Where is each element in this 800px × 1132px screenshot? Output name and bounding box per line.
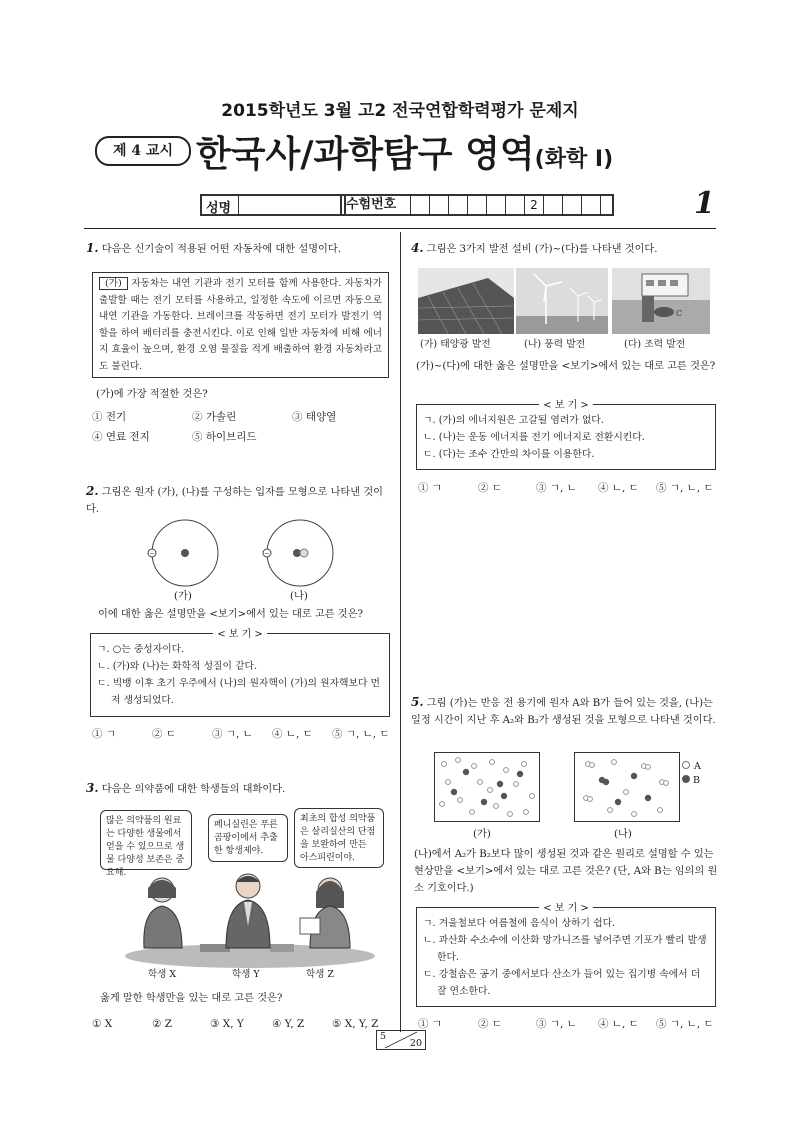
q4-caption-b: (나) 풍력 발전: [524, 339, 586, 350]
name-label: 성명: [206, 201, 232, 216]
page-total: 20: [409, 1038, 422, 1049]
q4-caption-c: (다) 조력 발전: [624, 339, 686, 350]
q2-bogi-2: ㄴ. (가)와 (나)는 화학적 성질이 같다.: [97, 661, 258, 672]
q4-bogi-3: ㄷ. (다)는 조수 간만의 차이를 이용한다.: [423, 449, 595, 460]
q2-bogi-box: [90, 629, 390, 717]
q3-option-3[interactable]: ③ X, Y: [210, 1018, 244, 1030]
q4-stem: [411, 240, 716, 258]
q1-option-5[interactable]: ⑤ 하이브리드: [192, 431, 257, 443]
q4-caption-a: (가) 태양광 발전: [420, 339, 491, 350]
q5-bogi-title: < 보 기 >: [539, 903, 593, 914]
q3-option-4[interactable]: ④ Y, Z: [272, 1018, 305, 1030]
q3-stem-text: 다음은 의약품에 대한 학생들의 대화이다.: [101, 784, 286, 795]
q3-student-x: 학생 X: [148, 969, 177, 980]
q1-option-4[interactable]: ④ 연료 전지: [92, 431, 150, 443]
q4-bogi-2: ㄴ. (나)는 운동 에너지를 전기 에너지로 전환시킨다.: [423, 432, 645, 443]
header-rule: [84, 228, 716, 229]
q5-stem: [411, 694, 717, 729]
q1-options: [92, 406, 392, 446]
q4-solar-image: [418, 268, 514, 334]
q5-container-a: [434, 752, 540, 822]
column-divider: [400, 232, 401, 1032]
atom-a-model: [148, 520, 218, 586]
q4-option-1[interactable]: ① ㄱ: [418, 482, 442, 494]
page-counter: [376, 1030, 426, 1050]
q1-option-1[interactable]: ① 전기: [92, 411, 127, 423]
q4-bogi-box: [416, 400, 716, 470]
q4-question: (가)~(다)에 대한 옳은 설명만을 <보기>에서 있는 대로 고른 것은?: [416, 361, 716, 372]
q1-option-3[interactable]: ③ 태양열: [292, 411, 337, 423]
page-current: 5: [380, 1031, 387, 1042]
q1-stem: [86, 240, 391, 258]
svg-text:C: C: [676, 309, 683, 318]
q2-option-5[interactable]: ⑤ ㄱ, ㄴ, ㄷ: [332, 728, 390, 740]
q3-bubble-y: 페니실린은 푸른 곰팡이에서 추출한 항생제야.: [208, 814, 288, 862]
q2-option-4[interactable]: ④ ㄴ, ㄷ: [272, 728, 313, 740]
subject-sub: (화학 Ⅰ): [534, 147, 614, 172]
q4-bogi-title: < 보 기 >: [539, 400, 593, 411]
q2-option-2[interactable]: ② ㄷ: [152, 728, 176, 740]
q5-option-4[interactable]: ④ ㄴ, ㄷ: [598, 1018, 639, 1030]
svg-text:−: −: [264, 550, 270, 558]
q3-question: 옳게 말한 학생만을 있는 대로 고른 것은?: [100, 993, 283, 1004]
legend-a-icon: [682, 761, 690, 769]
q4-bogi-1: ㄱ. (가)의 에너지원은 고갈될 염려가 없다.: [423, 415, 604, 426]
q2-options: [92, 722, 397, 741]
q3-stem: [86, 780, 391, 798]
q4-option-3[interactable]: ③ ㄱ, ㄴ: [536, 482, 577, 494]
q2-bogi-3: ㄷ. 빅뱅 이후 초기 우주에서 (나)의 원자핵이 (가)의 원자핵보다 먼저 생성되었다.: [97, 678, 381, 706]
q1-option-2[interactable]: ② 가솔린: [192, 411, 237, 423]
q5-option-1[interactable]: ① ㄱ: [418, 1018, 442, 1030]
q1-tag: (가): [99, 277, 128, 290]
q4-number: 4.: [411, 241, 424, 255]
q2-option-3[interactable]: ③ ㄱ, ㄴ: [212, 728, 253, 740]
q3-option-5[interactable]: ⑤ X, Y, Z: [332, 1018, 379, 1030]
q3-number: 3.: [86, 781, 99, 795]
q4-stem-text: 그림은 3가지 발전 설비 (가)~(다)를 나타낸 것이다.: [426, 244, 658, 255]
q2-stem: [86, 483, 391, 518]
q2-number: 2.: [86, 484, 99, 498]
q2-question: 이에 대한 옳은 설명만을 <보기>에서 있는 대로 고른 것은?: [98, 609, 363, 620]
q5-label-a: (가): [473, 829, 491, 840]
q5-legend-a-text: A: [694, 761, 701, 772]
q1-passage: 자동차는 내연 기관과 전기 모터를 함께 사용한다. 자동차가 출발할 때는 전기 모터를 사용하고, 일정한 속도에 이르면 자동으로 내연 기관을 가동한다. 브레이크를 작동하면 전기 모터가 발전기 역할을 하여 배터리를 충전시킨다. 이로 인해 일반 자동차에 비해 에너지 효율이 높으며, 환경 오염 물질을 적게 배출하여 환경 자동차라고도 불린다.: [99, 278, 382, 372]
q3-options: [92, 1012, 397, 1031]
q4-option-4[interactable]: ④ ㄴ, ㄷ: [598, 482, 639, 494]
subject-title: [196, 126, 613, 177]
q5-bogi-3: ㄷ. 강철솜은 공기 중에서보다 산소가 들어 있는 집기병 속에서 더 잘 연소한다.: [423, 969, 701, 997]
q1-passage-box: [92, 272, 389, 378]
legend-b-icon: [682, 775, 690, 783]
q3-bubble-x: 많은 의약품의 원료는 다양한 생물에서 얻을 수 있으므로 생물 다양성 보존은 중요해.: [100, 810, 192, 870]
q4-options: [418, 476, 718, 495]
q5-option-5[interactable]: ⑤ ㄱ, ㄴ, ㄷ: [656, 1018, 714, 1030]
svg-text:−: −: [149, 550, 155, 558]
q2-bogi-1: ㄱ. ○는 중성자이다.: [97, 644, 185, 655]
q1-stem-text: 다음은 신기술이 적용된 어떤 자동차에 대한 설명이다.: [101, 244, 341, 255]
q4-tidal-image: [612, 268, 710, 334]
q5-options: [418, 1012, 718, 1031]
q5-bogi-2: ㄴ. 과산화 수소수에 이산화 망가니즈를 넣어주면 기포가 빨리 발생한다.: [423, 935, 707, 963]
subject-main: 한국사/과학탐구 영역: [196, 134, 535, 175]
q5-number: 5.: [411, 695, 424, 709]
q1-number: 1.: [86, 241, 99, 255]
q3-option-2[interactable]: ② Z: [152, 1018, 173, 1030]
q5-bogi-box: [416, 903, 716, 1007]
q4-option-2[interactable]: ② ㄷ: [478, 482, 502, 494]
q2-bogi-title: < 보 기 >: [213, 629, 267, 640]
name-box: [200, 194, 346, 216]
exam-title: 2015학년도 3월 고2 전국연합학력평가 문제지: [221, 101, 579, 121]
page-number: 1: [694, 186, 715, 221]
q3-bubble-z: 최초의 합성 의약품은 살리실산의 단점을 보완하여 만든 아스피린이야.: [294, 808, 384, 868]
q4-captions: [420, 336, 720, 353]
q2-atom-models: [140, 518, 360, 598]
atom-b-model: [263, 520, 333, 586]
q1-question: (가)에 가장 적절한 것은?: [96, 389, 208, 400]
q5-legend: [682, 760, 701, 788]
q2-option-1[interactable]: ① ㄱ: [92, 728, 116, 740]
q1: [86, 240, 391, 258]
q5-container-b: [574, 752, 680, 822]
q2-stem-text: 그림은 원자 (가), (나)를 구성하는 입자를 모형으로 나타낸 것이다.: [86, 487, 384, 515]
q3-student-y: 학생 Y: [232, 969, 260, 980]
q3-students-illustration: [120, 868, 380, 968]
q2-label-a: (가): [174, 591, 192, 602]
q5-option-3[interactable]: ③ ㄱ, ㄴ: [536, 1018, 577, 1030]
q5-bogi-1: ㄱ. 겨울철보다 여름철에 음식이 상하기 쉽다.: [423, 918, 616, 929]
q5-label-b: (나): [614, 829, 632, 840]
q3-student-z: 학생 Z: [306, 969, 334, 980]
period-badge: 제 4 교시: [95, 136, 191, 166]
q5-legend-b: [682, 774, 701, 788]
exam-no-box: [340, 194, 614, 216]
exam-no-label: 수험번호: [346, 197, 397, 212]
q3-option-1[interactable]: ① X: [92, 1018, 113, 1030]
q4-wind-image: [516, 268, 608, 334]
q5-legend-a: [682, 760, 701, 774]
q5-option-2[interactable]: ② ㄷ: [478, 1018, 502, 1030]
q2-label-b: (나): [290, 591, 308, 602]
q4-option-5[interactable]: ⑤ ㄱ, ㄴ, ㄷ: [656, 482, 714, 494]
q5-question: (나)에서 A₂가 B₂보다 많이 생성된 것과 같은 원리로 설명할 수 있는 현상만을 <보기>에서 있는 대로 고른 것은? (단, A와 B는 임의의 원소 기호이다.): [414, 849, 718, 894]
exam-no-digit: 2: [524, 196, 543, 216]
q5-legend-b-text: B: [693, 775, 700, 786]
q5-stem-text: 그림 (가)는 반응 전 용기에 원자 A와 B가 들어 있는 것을, (나)는 일정 시간이 지난 후 A₂와 B₂가 생성된 것을 모형으로 나타낸 것이다.: [411, 698, 716, 726]
